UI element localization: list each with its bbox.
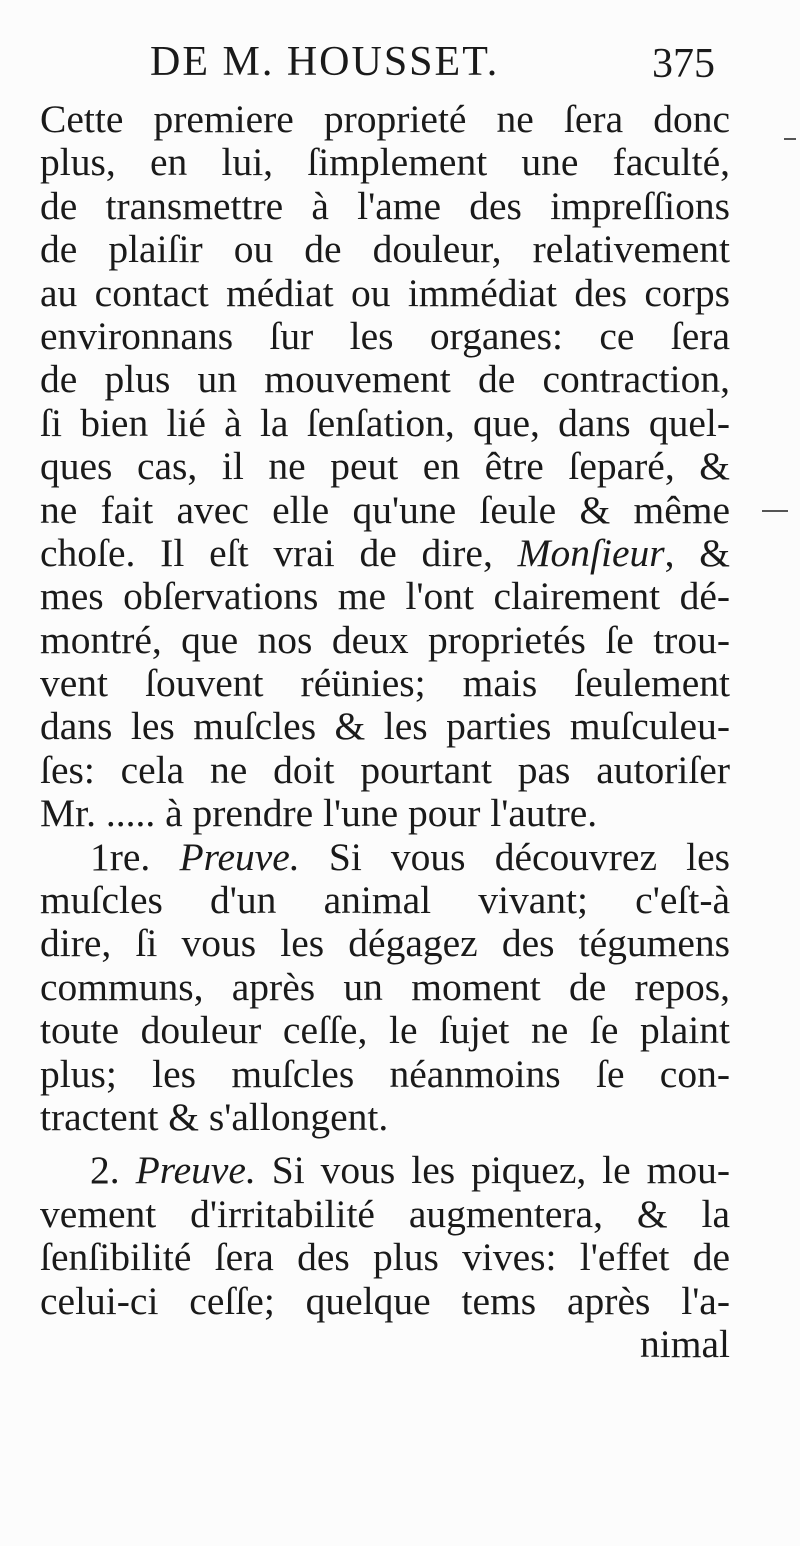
text-line: muſcles d'un animal vivant; c'eſt-à (40, 878, 730, 923)
line-text-after: , & (664, 530, 730, 575)
body-text (40, 98, 730, 1366)
text-line: Mr. ..... à prendre l'une pour l'autre. (40, 791, 598, 836)
line-text-after: Si vous découvrez les (299, 834, 730, 879)
proof-two-heading-line (40, 1149, 730, 1192)
text-line: ques cas, il ne peut en être ſeparé, & (40, 444, 730, 489)
proof-number: 1re. (90, 834, 180, 879)
text-line: Cette premiere proprieté ne ſera donc (40, 97, 730, 141)
proof-label: Preuve. (179, 834, 300, 879)
proof-number: 2. (90, 1148, 136, 1193)
text-line: plus; les muſcles néanmoins ſe con- (40, 1051, 730, 1096)
line-text-after: Si vous les piquez, le mou- (255, 1148, 730, 1193)
text-line: mes obſervations me l'ont clairement dé- (40, 574, 730, 619)
margin-mark (762, 510, 788, 512)
text-line: de plus un mouvement de contraction, (40, 357, 730, 402)
text-line: vement d'irritabilité augmentera, & la (40, 1191, 730, 1236)
text-line: ſi bien lié à la ſenſation, que, dans quel- (40, 400, 730, 445)
text-line: dire, ſi vous les dégagez des tégumens (40, 921, 730, 966)
text-line: montré, que nos deux proprietés ſe trou- (40, 617, 730, 662)
text-line: vent ſouvent réünies; mais ſeulement (40, 661, 730, 706)
text-line: plus, en lui, ſimplement une faculté, (40, 140, 730, 185)
proof-label: Preuve. (135, 1148, 256, 1193)
text-line-with-italic (40, 532, 730, 575)
text-line: communs, après un moment de repos, (40, 964, 730, 1009)
running-head: DE M. HOUSSET. (150, 39, 500, 85)
text-line: environnans ſur les organes: ce ſera (40, 313, 730, 358)
text-line: de transmettre à l'ame des impreſſions (40, 183, 730, 228)
proof-one-heading-line (40, 836, 730, 879)
text-line: celui-ci ceſſe; quelque tems après l'a- (40, 1278, 730, 1323)
text-line: ſenſibilité ſera des plus vives: l'effet de (40, 1235, 730, 1280)
italic-word-monsieur: Monſieur (517, 530, 665, 575)
text-line: ſes: cela ne doit pourtant pas autoriſer (40, 747, 730, 792)
line-text-before: choſe. Il eſt vrai de dire, (40, 530, 518, 575)
text-line: dans les muſcles & les parties muſculeu- (40, 704, 730, 749)
text-line: toute douleur ceſſe, le ſujet ne ſe plaint (40, 1008, 730, 1053)
text-line: ne fait avec elle qu'une ſeule & même (40, 487, 730, 532)
page-number: 375 (652, 41, 715, 87)
text-line: de plaiſir ou de douleur, relativement (40, 227, 730, 272)
text-line: tractent & s'allongent. (40, 1094, 389, 1139)
catchword: nimal (640, 1321, 730, 1366)
margin-mark (784, 138, 796, 140)
text-line: au contact médiat ou immédiat des corps (40, 270, 730, 315)
